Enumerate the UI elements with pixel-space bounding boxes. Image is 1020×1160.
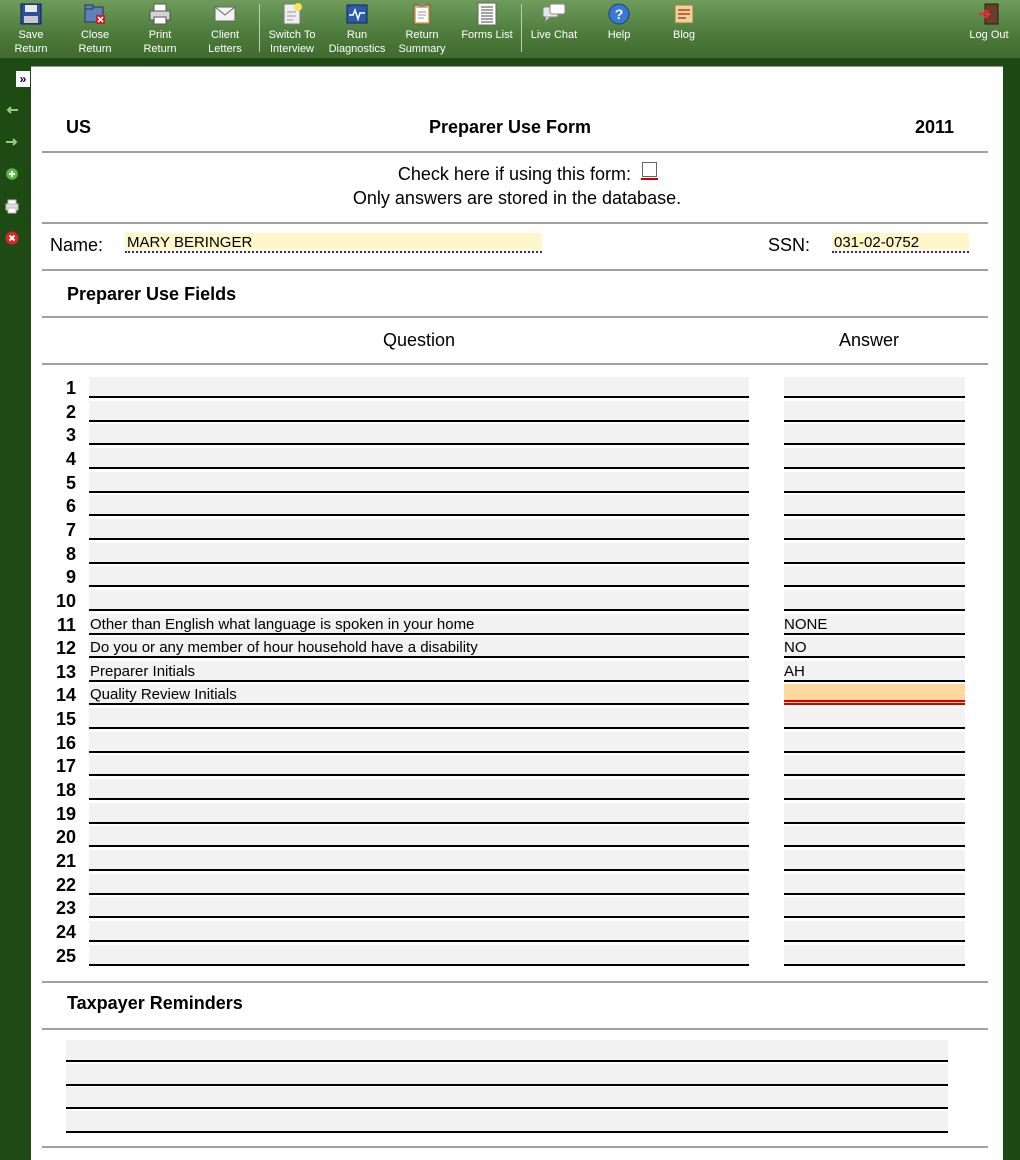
answer-field[interactable] — [784, 732, 965, 753]
row-number: 15 — [55, 709, 76, 729]
question-field[interactable] — [89, 495, 749, 516]
form-title: Preparer Use Form — [428, 117, 592, 137]
close-return-label2: Return — [78, 43, 112, 55]
taxpayer-reminders-heading: Taxpayer Reminders — [67, 993, 243, 1013]
question-field[interactable]: Quality Review Initials — [89, 684, 749, 705]
row-number: 17 — [55, 756, 76, 776]
run-diagnostics-label1: Run — [346, 29, 368, 41]
answer-field[interactable] — [784, 945, 965, 966]
row-number: 1 — [65, 378, 76, 398]
question-field[interactable] — [89, 803, 749, 824]
preparer-fields-heading: Preparer Use Fields — [67, 284, 237, 304]
close-return-label1: Close — [80, 29, 110, 41]
answer-field[interactable] — [784, 590, 965, 611]
client-letters-label1: Client — [210, 29, 240, 41]
checkbox-required-indicator — [641, 178, 658, 180]
live-chat-button[interactable] — [523, 2, 585, 42]
row-number: 5 — [65, 473, 76, 493]
toolbar-separator — [259, 4, 260, 52]
row-number: 23 — [55, 898, 76, 918]
run-diagnostics-button[interactable] — [326, 2, 388, 56]
reminder-line[interactable] — [66, 1087, 948, 1109]
answer-field[interactable] — [784, 684, 965, 705]
floppy-disk-icon — [19, 2, 43, 26]
question-field[interactable] — [89, 826, 749, 847]
question-field[interactable] — [89, 448, 749, 469]
question-field[interactable]: Do you or any member of hour household have a disability — [89, 637, 749, 658]
switch-to-interview-button[interactable] — [261, 2, 323, 56]
divider — [42, 151, 988, 153]
help-button[interactable] — [588, 2, 650, 42]
answer-field[interactable] — [784, 543, 965, 564]
question-field[interactable] — [89, 732, 749, 753]
row-number: 7 — [65, 520, 76, 540]
print-return-button[interactable] — [129, 2, 191, 56]
row-number: 25 — [55, 946, 76, 966]
row-number: 21 — [55, 851, 76, 871]
answer-field[interactable] — [784, 495, 965, 516]
back-arrow-icon[interactable] — [4, 102, 20, 118]
log-out-button[interactable] — [958, 2, 1020, 42]
answer-field[interactable] — [784, 377, 965, 398]
name-label: Name: — [50, 235, 104, 255]
forward-arrow-icon[interactable] — [4, 134, 20, 150]
return-summary-button[interactable] — [391, 2, 453, 56]
answer-field[interactable] — [784, 755, 965, 776]
form-content — [31, 67, 1003, 1160]
switch-to-interview-label2: Interview — [269, 43, 315, 55]
forms-list-button[interactable] — [456, 2, 518, 42]
question-field[interactable] — [89, 543, 749, 564]
log-out-label: Log Out — [969, 29, 1009, 41]
delete-icon[interactable] — [4, 230, 20, 246]
chat-bubbles-icon — [542, 2, 566, 26]
question-field[interactable] — [89, 921, 749, 942]
client-letters-label2: Letters — [208, 43, 242, 55]
main-toolbar — [0, 0, 1020, 59]
question-field[interactable] — [89, 945, 749, 966]
answer-field[interactable] — [784, 897, 965, 918]
row-number: 9 — [65, 567, 76, 587]
printer-icon — [148, 2, 172, 26]
row-number: 13 — [55, 662, 76, 682]
reminder-line[interactable] — [66, 1111, 948, 1133]
question-field[interactable]: Other than English what language is spoken in your home — [89, 614, 749, 635]
row-number: 14 — [55, 685, 76, 705]
name-field[interactable]: MARY BERINGER — [125, 233, 542, 253]
row-number: 4 — [65, 449, 76, 469]
row-number: 6 — [65, 496, 76, 516]
answer-column-header: Answer — [839, 330, 900, 350]
answer-field[interactable]: AH — [784, 661, 965, 682]
collapse-toggle-button[interactable]: » — [16, 71, 30, 87]
answer-field[interactable] — [784, 826, 965, 847]
divider — [42, 1146, 988, 1148]
clipboard-icon — [410, 2, 434, 26]
question-column-header: Question — [383, 330, 456, 350]
question-field[interactable] — [89, 401, 749, 422]
answer-field[interactable] — [784, 566, 965, 587]
answer-field[interactable] — [784, 779, 965, 800]
question-field[interactable] — [89, 850, 749, 871]
help-icon — [607, 2, 631, 26]
row-number: 12 — [55, 638, 76, 658]
question-field[interactable] — [89, 590, 749, 611]
return-summary-label1: Return — [405, 29, 439, 41]
answer-field[interactable] — [784, 803, 965, 824]
answer-field[interactable] — [784, 519, 965, 540]
blog-button[interactable] — [653, 2, 715, 42]
add-icon[interactable] — [4, 166, 20, 182]
print-icon[interactable] — [4, 198, 20, 214]
question-field[interactable] — [89, 779, 749, 800]
tax-year: 2011 — [915, 117, 955, 137]
print-return-label2: Return — [143, 43, 177, 55]
row-number: 3 — [65, 425, 76, 445]
answer-field[interactable] — [784, 874, 965, 895]
divider — [42, 981, 988, 983]
row-number: 18 — [55, 780, 76, 800]
question-field[interactable] — [89, 708, 749, 729]
question-field[interactable]: Preparer Initials — [89, 661, 749, 682]
row-number: 24 — [55, 922, 76, 942]
divider — [42, 363, 988, 365]
row-number: 22 — [55, 875, 76, 895]
answer-field[interactable] — [784, 401, 965, 422]
row-number: 19 — [55, 804, 76, 824]
question-field[interactable] — [89, 897, 749, 918]
row-number: 20 — [55, 827, 76, 847]
save-return-label1: Save — [18, 29, 44, 41]
check-instruction: Check here if using this form: — [397, 164, 631, 184]
reminder-line[interactable] — [66, 1064, 948, 1086]
interview-icon — [280, 2, 304, 26]
ssn-label: SSN: — [768, 235, 811, 255]
close-return-button[interactable] — [64, 2, 126, 56]
envelope-icon — [213, 2, 237, 26]
storage-note: Only answers are stored in the database. — [352, 188, 682, 208]
divider — [42, 1028, 988, 1030]
question-field[interactable] — [89, 472, 749, 493]
save-return-label2: Return — [14, 43, 48, 55]
toolbar-separator — [521, 4, 522, 52]
switch-to-interview-label1: Switch To — [268, 29, 316, 41]
left-sidebar — [0, 59, 28, 1159]
help-label1: Help — [607, 29, 631, 41]
row-number: 16 — [55, 733, 76, 753]
row-number: 2 — [65, 402, 76, 422]
jurisdiction-label: US — [66, 117, 92, 137]
divider — [42, 316, 988, 318]
question-field[interactable] — [89, 377, 749, 398]
list-icon — [475, 2, 499, 26]
ssn-field[interactable]: 031-02-0752 — [832, 233, 969, 253]
reminder-line[interactable] — [66, 1040, 948, 1062]
question-field[interactable] — [89, 424, 749, 445]
answer-field[interactable]: NONE — [784, 614, 965, 635]
answer-field[interactable] — [784, 850, 965, 871]
row-number: 8 — [65, 544, 76, 564]
answer-field[interactable] — [784, 921, 965, 942]
forms-list-label1: Forms List — [461, 29, 513, 41]
question-field[interactable] — [89, 519, 749, 540]
client-letters-button[interactable] — [194, 2, 256, 56]
answer-field[interactable] — [784, 448, 965, 469]
form-page — [31, 66, 1003, 1160]
svg-text:?: ? — [614, 6, 624, 22]
question-field[interactable] — [89, 874, 749, 895]
close-folder-icon — [83, 2, 107, 26]
row-number: 10 — [55, 591, 76, 611]
answer-field[interactable] — [784, 708, 965, 729]
answer-field[interactable]: NO — [784, 637, 965, 658]
row-number: 11 — [56, 615, 76, 635]
live-chat-label1: Live Chat — [530, 29, 578, 41]
print-return-label1: Print — [148, 29, 172, 41]
use-form-checkbox[interactable] — [642, 162, 657, 177]
divider — [42, 222, 988, 224]
question-field[interactable] — [89, 566, 749, 587]
blog-label1: Blog — [672, 29, 696, 41]
blog-scroll-icon — [672, 2, 696, 26]
logout-door-icon — [977, 2, 1001, 26]
divider — [42, 269, 988, 271]
save-return-button[interactable] — [0, 2, 62, 56]
return-summary-label2: Summary — [398, 43, 446, 55]
answer-field[interactable] — [784, 472, 965, 493]
diagnostics-icon — [345, 2, 369, 26]
run-diagnostics-label2: Diagnostics — [328, 43, 386, 55]
question-field[interactable] — [89, 755, 749, 776]
answer-field[interactable] — [784, 424, 965, 445]
